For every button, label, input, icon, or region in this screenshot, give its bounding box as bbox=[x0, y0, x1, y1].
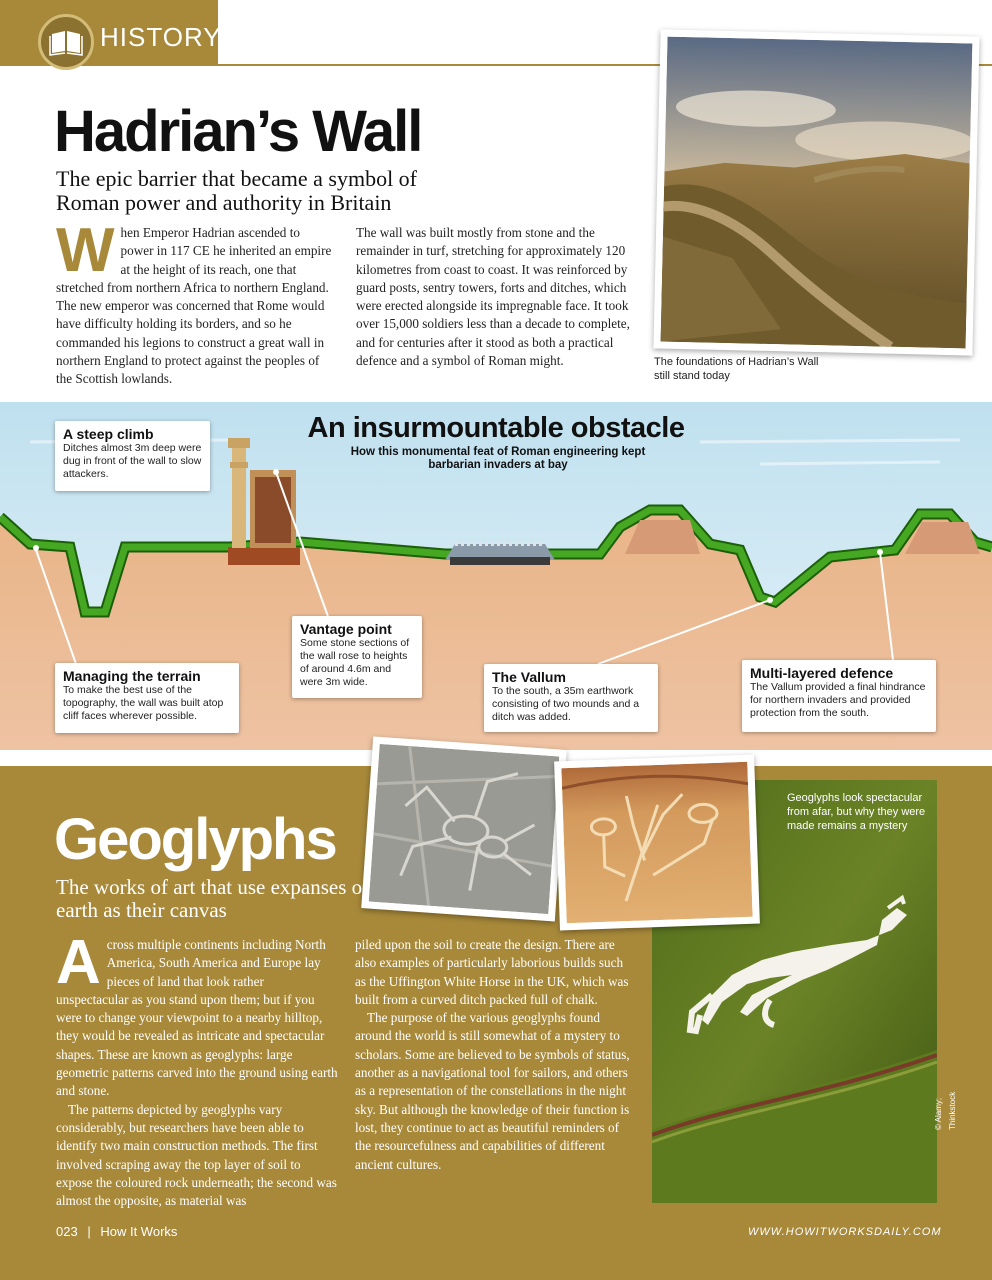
geoglyphs-title: Geoglyphs bbox=[54, 807, 336, 872]
callout-title: The Vallum bbox=[492, 669, 566, 685]
callout-text: Some stone sections of the wall rose to heights of around 4.6m and were 3m wide. bbox=[300, 637, 410, 688]
geo-photo-caption: Geoglyphs look spectacular from afar, but why they were made remains a mystery bbox=[787, 792, 926, 832]
callout-text: To make the best use of the topography, the wall was built atop cliff faces wherever possible. bbox=[63, 684, 224, 722]
page-footer: 023 | How It Works bbox=[56, 1224, 178, 1239]
infographic-title: An insurmountable obstacle bbox=[307, 412, 685, 444]
callout-title: Multi-layered defence bbox=[750, 665, 894, 681]
callout-text: The Vallum provided a final hindrance for northern invaders and provided protection from the south. bbox=[750, 681, 926, 719]
callout-title: A steep climb bbox=[63, 426, 154, 442]
website-url: WWW.HOWITWORKSDAILY.COM bbox=[748, 1226, 942, 1238]
paragraph-text: cross multiple continents including North America, South America and Europe lay pieces of land that look rather unspectacular as you stand upon them; but if you were to change your viewpoint to a nearby hilltop, they would be revealed as intricate and spectacular shapes. These are known as geoglyphs: large geometric patterns carved into the ground using earth and stone. bbox=[56, 937, 338, 1099]
callout-title: Vantage point bbox=[300, 621, 392, 637]
paracas-candelabra-photo bbox=[554, 755, 760, 931]
paragraph: piled upon the soil to create the design. There are also examples of particularly laborious builds such as the Uffington White Horse in the UK, which was built from a curved ditch packed full of chalk. bbox=[355, 937, 629, 1007]
infographic-subtitle: How this monumental feat of Roman engineering kept barbarian invaders at bay bbox=[350, 446, 646, 471]
paragraph: The purpose of the various geoglyphs found around the world is still somewhat of a mystery to scholars. Some are believed to be symbols of status, another as a navigational tool for sailors, and others as a representation of the constellations in the night sky. But although the knowledge of their function is lost, they continue to act as beautiful reminders of the resourcefulness and capabilities of different ancient cultures. bbox=[355, 1010, 630, 1172]
callout-vantage-point bbox=[292, 616, 422, 698]
section-label: HISTORY bbox=[100, 22, 222, 52]
book-icon bbox=[38, 14, 94, 70]
geoglyphs-column-1 bbox=[56, 928, 338, 1210]
photo-credit: © Alamy; Thinkstock bbox=[934, 1091, 957, 1130]
page-number: 023 bbox=[56, 1224, 78, 1239]
photo-caption: The foundations of Hadrian’s Wall still stand today bbox=[654, 356, 819, 382]
callout-vallum bbox=[484, 664, 658, 732]
callout-managing-terrain bbox=[55, 663, 239, 733]
geoglyphs-subtitle: The works of art that use expanses of earth as their canvas bbox=[56, 875, 370, 922]
callout-text: To the south, a 35m earthwork consisting of two mounds and a ditch was added. bbox=[492, 685, 640, 723]
callout-text: Ditches almost 3m deep were dug in front of the wall to slow attackers. bbox=[63, 442, 202, 480]
magazine-name: How It Works bbox=[100, 1224, 178, 1239]
paragraph: The patterns depicted by geoglyphs vary considerably, but researchers have been able to identify two main construction methods. The first involved scraping away the top layer of soil to expose the coloured rock underneath; the second was almost the opposite, as material was bbox=[56, 1101, 337, 1209]
article-title: Hadrian’s Wall bbox=[54, 99, 422, 164]
hadrian-wall-photo bbox=[653, 29, 979, 355]
callout-title: Managing the terrain bbox=[63, 668, 201, 684]
callout-multi-layered-defence bbox=[742, 660, 936, 732]
article-subtitle: The epic barrier that became a symbol of Roman power and authority in Britain bbox=[56, 166, 418, 215]
article-column-1 bbox=[56, 216, 334, 389]
column-text: hen Emperor Hadrian ascended to power in 117 CE he inherited an empire at the height of its reach, one that stretched from northern Africa to northern England. The new emperor was concerned that Rome would have difficulty holding its borders, and so he commanded his legions to construct a great wall in northern England to protect against the peoples of the Scottish lowlands. bbox=[56, 225, 332, 387]
geoglyphs-column-2 bbox=[355, 936, 635, 1174]
drop-cap: A bbox=[56, 928, 101, 997]
drop-cap: W bbox=[56, 216, 115, 285]
callout-steep-climb bbox=[55, 421, 210, 491]
article-column-2: The wall was built mostly from stone and the remainder in turf, stretching for approximately 120 kilometres from coast to coast. It was reinforced by guard posts, sentry towers, forts and ditches, which were erected alongside its impregnable face. It took over 15,000 soldiers less than a decade to complete, and for centuries after it stood as both a practical defence and a symbol of Roman might. bbox=[356, 225, 630, 369]
